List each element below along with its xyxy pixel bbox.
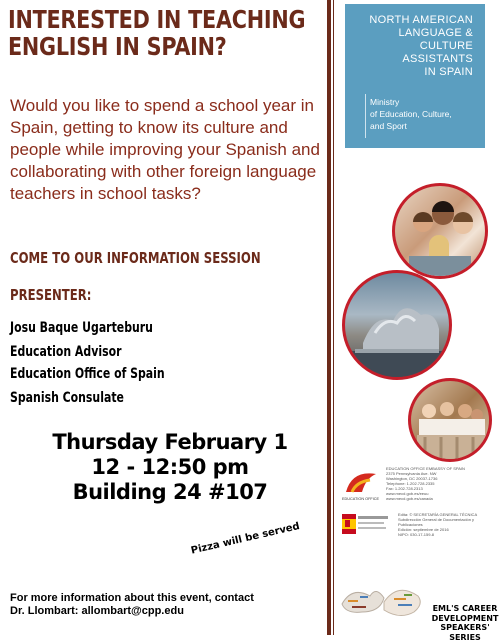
pizza-note: Pizza will be served: [190, 520, 301, 557]
presenter-name: Josu Baque Ugarteburu: [10, 320, 153, 336]
education-office-logo: [342, 466, 380, 504]
photo-museum: [342, 270, 452, 380]
contact-line-2: Dr. Llombart: allombart@cpp.edu: [10, 605, 184, 617]
ministry-logo: [342, 512, 390, 536]
word-cloud-graphic: [338, 580, 428, 620]
spain-flag-emblem: [342, 512, 390, 536]
presenter-heading: PRESENTER:: [10, 286, 92, 304]
divider-thin: [333, 0, 334, 635]
group-illustration: [411, 381, 489, 459]
event-location: Building 24 #107: [72, 480, 268, 504]
presenter-role: Education Advisor: [10, 344, 122, 360]
ministry-publication-text: Edita: © SECRETARÍA GENERAL TÉCNICA Subdirección General de Documentación y Publicaciones Edición: septiembre de 2016 NIPO: 030-17-159-8: [398, 512, 478, 537]
photo-students: [392, 183, 488, 279]
contact-line-1: For more information about this event, contact: [10, 592, 254, 604]
headline-line-2: ENGLISH IN SPAIN?: [8, 32, 227, 61]
word-cloud-images: [338, 580, 428, 620]
program-box: [345, 4, 485, 148]
photo-group: [408, 378, 492, 462]
divider-thick: [327, 0, 331, 635]
intro-text: Would you like to spend a school year in Spain, getting to know its culture and people while improving your Spanish and collaborating with other foreign language teachers in school tasks?: [10, 96, 320, 203]
ministry-label: Ministry of Education, Culture, and Sport: [370, 97, 452, 131]
program-title: NORTH AMERICAN LANGUAGE & CULTURE ASSISTANTS IN SPAIN: [369, 14, 473, 78]
session-heading: COME TO OUR INFORMATION SESSION: [10, 249, 261, 267]
contact-info: [10, 592, 254, 618]
museum-illustration: [345, 273, 449, 377]
presenter-consulate: Spanish Consulate: [10, 390, 124, 406]
education-office-logo-mark: [342, 466, 380, 498]
education-office-details: EDUCATION OFFICE EMBASSY OF SPAIN 2375 Pennsylvania Ave. NW Washington, DC 20037-1736 Telephone: 1.202.728.2335 Fax: 1.202.728.2313 www.mecd.gob.es/eeuu www.mecd.gob.es/canada: [386, 466, 465, 501]
presenter-office: Education Office of Spain: [10, 366, 165, 382]
education-office-label: EDUCATION OFFICE: [342, 497, 380, 501]
event-time: 12 - 12:50 pm: [91, 455, 249, 479]
headline-line-1: INTERESTED IN TEACHING: [8, 5, 306, 34]
program-separator: [365, 94, 366, 138]
students-illustration: [395, 186, 485, 276]
speakers-series: EML'S CAREER DEVELOPMENT SPEAKERS' SERIES: [431, 604, 499, 642]
headline: [8, 6, 305, 60]
event-date: Thursday February 1: [52, 430, 288, 454]
